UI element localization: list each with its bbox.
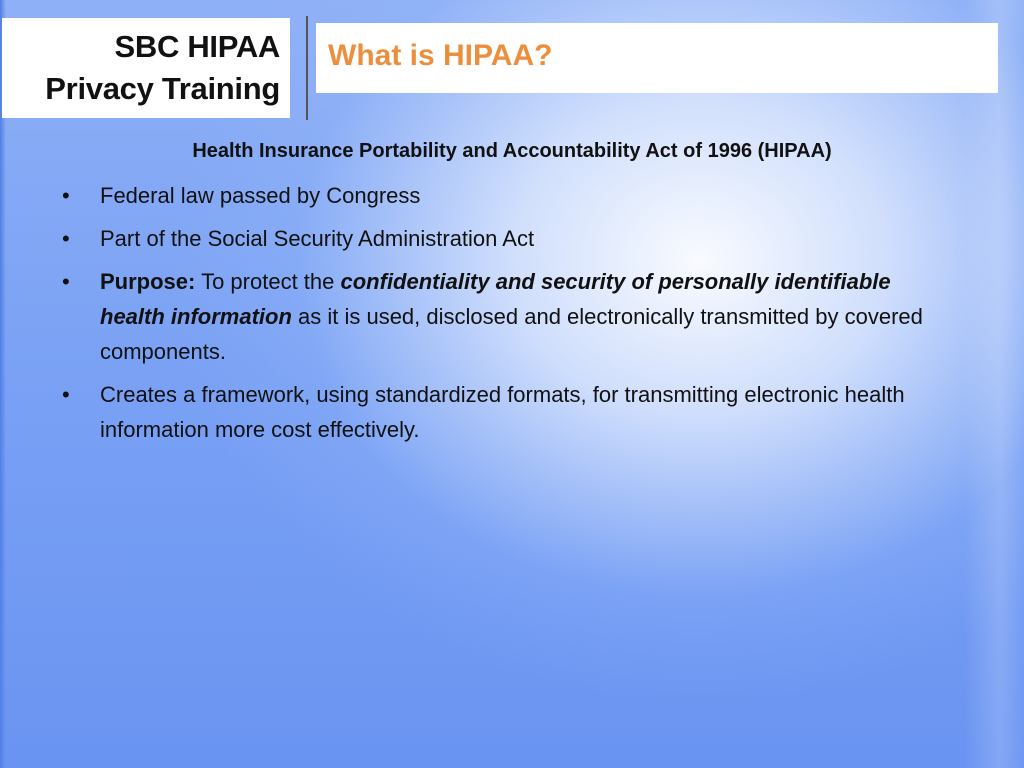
bullet-item [56, 178, 956, 213]
header-divider [306, 16, 308, 120]
subheading: Health Insurance Portability and Accountability Act of 1996 (HIPAA) [192, 140, 832, 162]
logo-line-2: Privacy Training [45, 71, 280, 106]
slide-right-glow [964, 0, 1024, 768]
bullet-text: Creates a framework, using standardized formats, for transmitting electronic health information more cost effectively. [100, 382, 905, 442]
logo-box [2, 18, 290, 118]
bullet-text: Federal law passed by Congress [100, 183, 421, 208]
bullet-icon: • [62, 269, 70, 294]
bullet-icon: • [62, 226, 70, 251]
bullet-text: To protect the [195, 269, 341, 294]
bullet-item [56, 264, 956, 369]
bullet-list [56, 178, 956, 455]
bullet-item [56, 221, 956, 256]
purpose-label: Purpose: [100, 269, 196, 294]
title-box [316, 23, 998, 93]
emphasis-text: confidentiality and security of personally identifiable health information [100, 269, 891, 329]
bullet-text: as it is used, disclosed and electronically transmitted by covered components. [100, 304, 923, 364]
logo-line-1: SBC HIPAA [114, 29, 280, 64]
bullet-text: Part of the Social Security Administration Act [100, 226, 535, 251]
bullet-item [56, 377, 956, 447]
bullet-icon: • [62, 183, 70, 208]
slide-title: What is HIPAA? [328, 39, 553, 72]
bullet-icon: • [62, 382, 70, 407]
